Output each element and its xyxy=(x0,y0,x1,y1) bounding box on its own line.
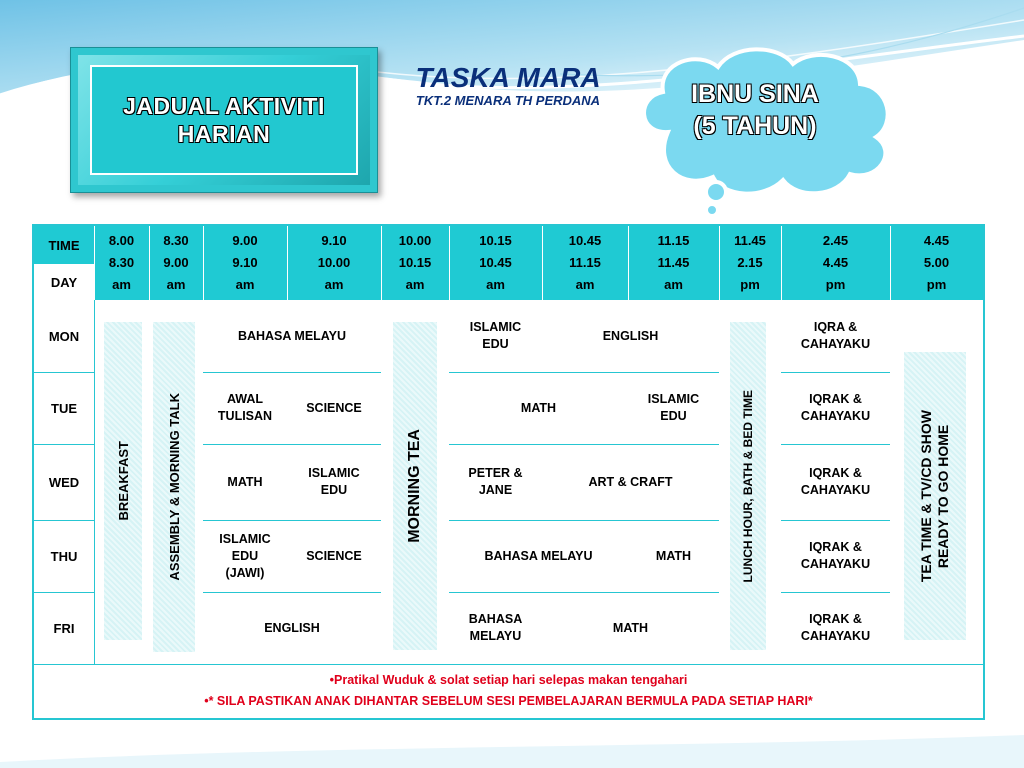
day-mon: MON xyxy=(48,328,80,344)
wed-islamic-edu: ISLAMIC EDU xyxy=(308,466,360,497)
wed-art-craft: ART & CRAFT xyxy=(588,474,673,489)
title-banner xyxy=(70,47,378,193)
time-label: TIME xyxy=(48,237,80,253)
time-slot: 11.15 11.45 am xyxy=(657,233,690,292)
time-slot: 8.30 9.00 am xyxy=(163,233,189,292)
tue-islamic-edu: ISLAMIC EDU xyxy=(647,392,700,423)
wed-iqrak: IQRAK & CAHAYAKU xyxy=(800,466,871,497)
thu-science: SCIENCE xyxy=(306,548,362,563)
day-tue: TUE xyxy=(51,400,77,416)
time-slot: 4.45 5.00 pm xyxy=(923,233,950,292)
fri-math: MATH xyxy=(612,620,649,635)
lunch-block: LUNCH HOUR, BATH & BED TIME xyxy=(730,322,766,650)
wed-math: MATH xyxy=(227,474,263,489)
school-address: TKT.2 MENARA TH PERDANA xyxy=(415,93,601,108)
day-fri: FRI xyxy=(53,620,75,636)
time-slot: 2.45 4.45 pm xyxy=(822,233,849,292)
mon-english: ENGLISH xyxy=(602,328,659,343)
day-wed: WED xyxy=(48,474,80,490)
thu-bahasa-melayu: BAHASA MELAYU xyxy=(484,548,593,563)
mon-iqra: IQRA & CAHAYAKU xyxy=(800,320,871,351)
time-slot: 10.00 10.15 am xyxy=(398,233,432,292)
morning-tea-block: MORNING TEA xyxy=(393,322,437,650)
wed-peter-jane: PETER & JANE xyxy=(468,466,523,497)
schedule-table xyxy=(32,224,985,720)
assembly-block: ASSEMBLY & MORNING TALK xyxy=(153,322,195,652)
note-line: •Pratikal Wuduk & solat setiap hari selepas makan tengahari xyxy=(329,673,688,687)
thu-islamic-edu-jawi: ISLAMIC EDU (JAWI) xyxy=(219,531,271,580)
time-slot: 9.10 10.00 am xyxy=(317,233,351,292)
day-label: DAY xyxy=(34,264,94,300)
class-name: IBNU SINA (5 TAHUN) xyxy=(691,80,819,140)
tue-math: MATH xyxy=(520,400,557,415)
breakfast-block: BREAKFAST xyxy=(104,322,142,640)
notes-section xyxy=(34,664,983,718)
tue-awal-tulisan: AWAL TULISAN xyxy=(217,392,273,423)
thu-math: MATH xyxy=(655,548,692,563)
page-title: JADUAL AKTIVITI HARIAN xyxy=(123,93,325,147)
day-thu: THU xyxy=(50,548,78,564)
school-name: TASKA MARA xyxy=(415,62,601,93)
fri-iqrak: IQRAK & CAHAYAKU xyxy=(800,612,871,643)
time-slot: 8.00 8.30 am xyxy=(108,233,135,292)
fri-bahasa-melayu: BAHASA MELAYU xyxy=(468,612,523,643)
school-header xyxy=(388,62,628,108)
fri-english: ENGLISH xyxy=(264,620,320,635)
tue-science: SCIENCE xyxy=(306,400,362,415)
time-slot: 10.15 10.45 am xyxy=(479,233,512,292)
tue-iqrak: IQRAK & CAHAYAKU xyxy=(800,392,871,423)
time-slot: 11.45 2.15 pm xyxy=(734,233,766,292)
thu-iqrak: IQRAK & CAHAYAKU xyxy=(800,540,871,571)
note-line: •* SILA PASTIKAN ANAK DIHANTAR SEBELUM SESI PEMBELAJARAN BERMULA PADA SETIAP HARI* xyxy=(204,694,813,708)
tea-time-block: TEA TIME & TV/CD SHOW READY TO GO HOME xyxy=(904,352,966,640)
mon-islamic-edu: ISLAMIC EDU xyxy=(469,320,522,351)
mon-bahasa-melayu: BAHASA MELAYU xyxy=(237,328,347,343)
time-slot: 10.45 11.15 am xyxy=(568,233,602,292)
time-slot: 9.00 9.10 am xyxy=(232,233,258,292)
